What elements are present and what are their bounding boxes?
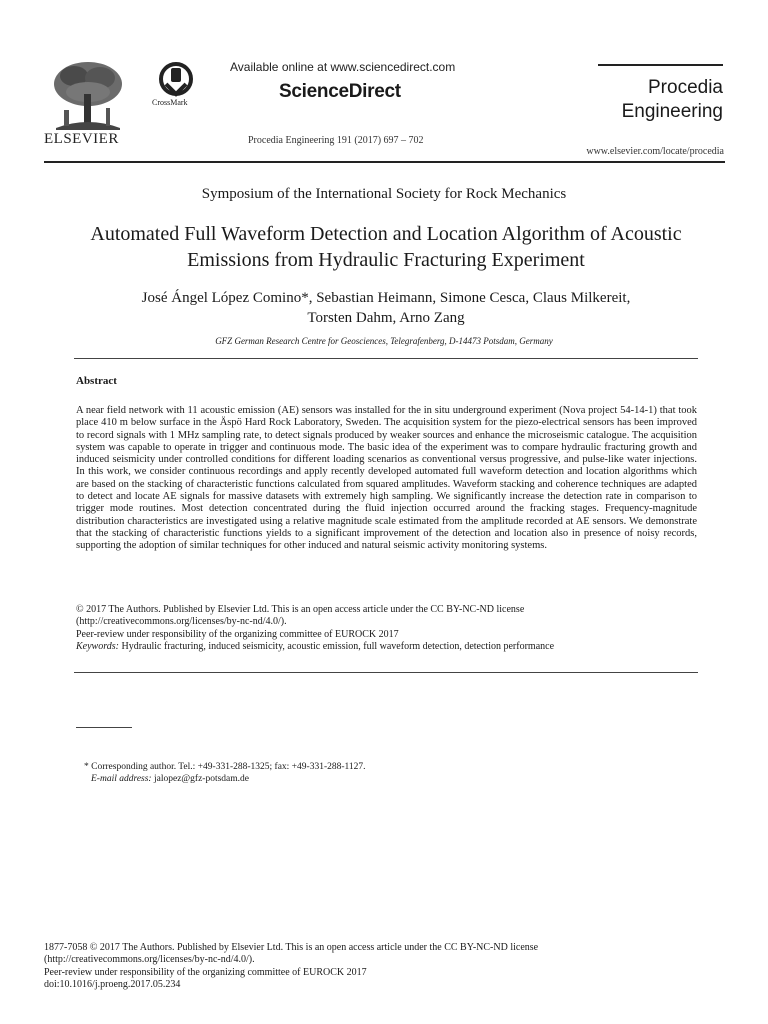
keywords-list: Hydraulic fracturing, induced seismicity, acoustic emission, full waveform detection, detection performance (118, 641, 555, 653)
abstract-heading: Abstract (76, 375, 117, 387)
crossmark-icon[interactable] (154, 62, 198, 98)
footer-peer-review: Peer-review under responsibility of the organizing committee of EUROCK 2017 (44, 966, 367, 978)
author-list (60, 288, 712, 328)
paper-title: Automated Full Waveform Detection and Location Algorithm of Acoustic Emissions from Hydraulic Fracturing Experiment (90, 223, 682, 271)
footnote-rule (76, 727, 132, 728)
issn-line: 1877-7058 © 2017 The Authors. Published by Elsevier Ltd. This is an open access article under the CC BY-NC-ND license (44, 942, 539, 953)
authors-line2: Torsten Dahm, Arno Zang (307, 310, 465, 326)
symposium-name: Symposium of the International Society for Rock Mechanics (201, 186, 567, 202)
email-label: E-mail address: (91, 774, 152, 784)
sciencedirect-logo[interactable]: ScienceDirect (279, 81, 401, 102)
copyright-block (76, 604, 697, 654)
email-address[interactable]: jalopez@gfz-potsdam.de (151, 774, 249, 784)
footnote (84, 761, 366, 785)
elsevier-wordmark: ELSEVIER (44, 131, 119, 147)
journal-name-rule (598, 64, 723, 66)
authors-line1: José Ángel López Comino*, Sebastian Heimann, Simone Cesca, Claus Milkereit, (141, 290, 631, 306)
keywords-label: Keywords: (76, 641, 119, 653)
journal-name-line2: Engineering (621, 101, 723, 122)
abstract-top-rule (74, 358, 698, 359)
crossmark-label: CrossMark (152, 98, 188, 107)
license-link[interactable]: (http://creativecommons.org/licenses/by-nc-nd/4.0/). (76, 616, 287, 628)
peer-review-note: Peer-review under responsibility of the organizing committee of EUROCK 2017 (76, 628, 399, 640)
journal-name-line1: Procedia (648, 77, 723, 98)
author-affiliation: GFZ German Research Centre for Geosciences, Telegrafenberg, D-14473 Potsdam, Germany (215, 336, 553, 346)
footer-license-link[interactable]: (http://creativecommons.org/licenses/by-nc-nd/4.0/). (44, 954, 255, 966)
header-divider (44, 161, 725, 163)
journal-name (600, 76, 723, 124)
keywords-line (76, 641, 697, 653)
corresponding-author: * Corresponding author. Tel.: +49-331-288-1325; fax: +49-331-288-1127. (84, 762, 366, 772)
journal-url-link[interactable]: www.elsevier.com/locate/procedia (586, 146, 724, 157)
available-online-text: Available online at www.sciencedirect.com (230, 60, 456, 74)
email-line (84, 773, 366, 785)
copyright-line: © 2017 The Authors. Published by Elsevier Ltd. This is an open access article under the CC BY-NC-ND license (76, 604, 525, 615)
abstract-body: A near field network with 11 acoustic emission (AE) sensors was installed for the in situ underground experiment (Nova project 54-14-1) that took place 410 m below surface in the Äspö Hard Rock Laboratory, Sweden. The acquisition system for the piezo-electrical sensors has been improved to record signals with 1 MHz sampling rate, to detect signals produced by weaker sources and enhance the microseismic catalogue. The acquisition system was capable to operate in trigger and continuous mode. The basic idea of the experiment was to compare hydraulic fracturing growth and induced seismicity under controlled conditions for different loading scenarios as conventional versus progressive, and pulse-like water injections. In this work, we consider continuous recordings and apply recently developed automated full waveform detection and location algorithms which are based on the stacking of characteristic functions calculated from squared amplitudes. Waveform stacking and coherence techniques are adapted to detect and locate AE signals for massive datasets with extremely high sampling. We significantly increase the detection rate in comparison to trigger mode routines. Most detection concentrated during the fluid injection occurred around the fracking stages. Frequency-magnitude distribution characteristics are investigated using a relative magnitude scale estimated from the amplitude recorded at AE sensors. We demonstrate that the stacking of characteristic functions yields to a significant improvement of the detection and location also in presence of noisy records, supporting the adoption of similar techniques for other induced and natural seismic activity monitoring systems. (76, 405, 697, 552)
doi[interactable]: doi:10.1016/j.proeng.2017.05.234 (44, 979, 181, 991)
journal-citation: Procedia Engineering 191 (2017) 697 – 702 (248, 135, 424, 146)
page-footer (44, 942, 538, 992)
abstract-bottom-rule (74, 672, 698, 673)
